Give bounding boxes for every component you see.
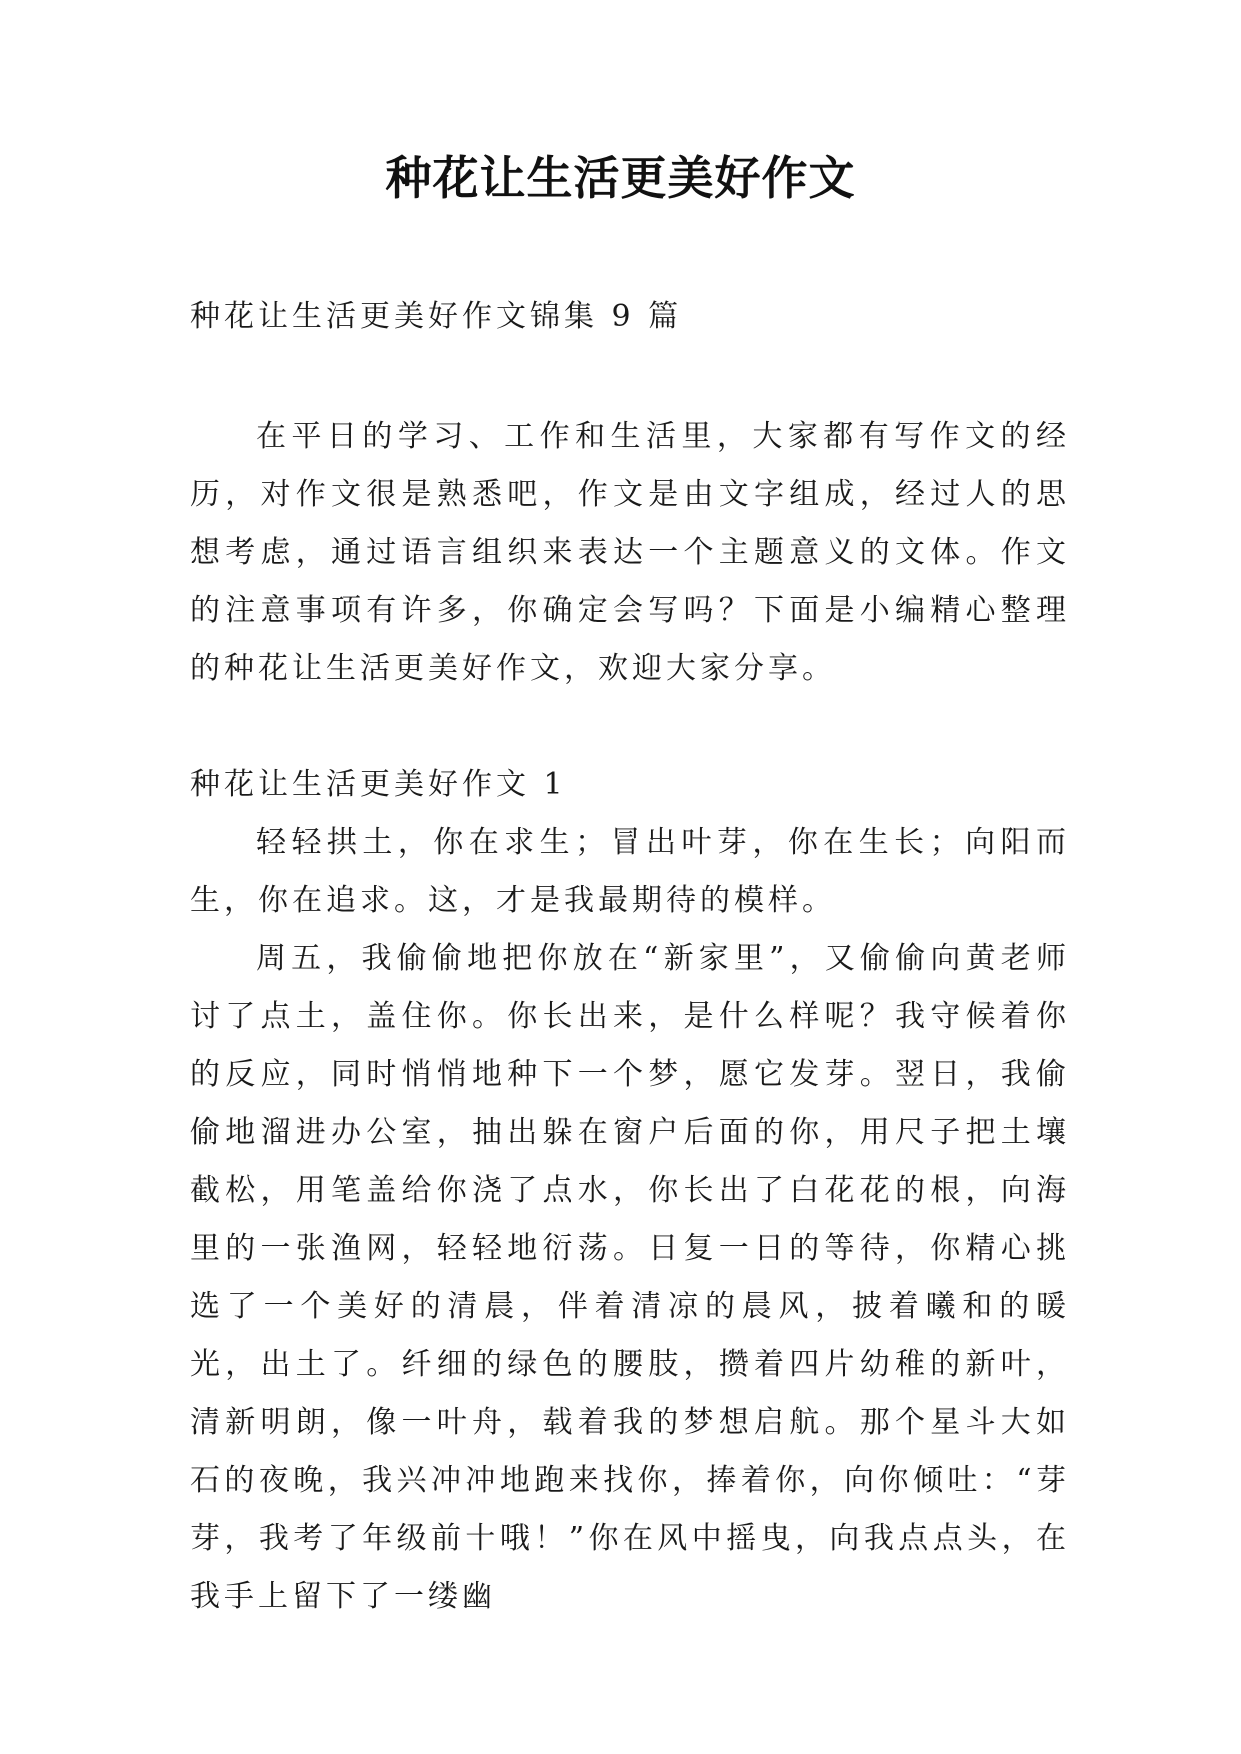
body-paragraph: 轻轻拱土，你在求生；冒出叶芽，你在生长；向阳而生，你在追求。这，才是我最期待的模样。: [190, 825, 1070, 918]
body-paragraph: 周五，我偷偷地把你放在“新家里”，又偷偷向黄老师讨了点土，盖住你。你长出来，是什么样呢？我守候着你的反应，同时悄悄地种下一个梦，愿它发芽。翌日，我偷偷地溜进办公室，抽出躲在窗户后面的你，用尺子把土壤截松，用笔盖给你浇了点水，你长出了白花花的根，向海里的一张渔网，轻轻地衍荡。日复一日的等待，你精心挑选了一个美好的清晨，伴着清凉的晨风，披着曦和的暖光，出土了。纤细的绿色的腰肢，攒着四片幼稚的新叶，清新明朗，像一叶舟，载着我的梦想启航。那个星斗大如石的夜晚，我兴冲冲地跑来找你，捧着你，向你倾吐：“芽芽，我考了年级前十哦！”你在风中摇曳，向我点点头，在我手上留下了一缕幽: [190, 941, 1070, 1614]
intro-paragraph: 在平日的学习、工作和生活里，大家都有写作文的经历，对作文很是熟悉吧，作文是由文字组成，经过人的思想考虑，通过语言组织来表达一个主题意义的文体。作文的注意事项有许多，你确定会写吗？下面是小编精心整理的种花让生活更美好作文，欢迎大家分享。: [190, 419, 1070, 686]
document-body: [190, 288, 1070, 1626]
section-heading: 种花让生活更美好作文 1: [190, 767, 567, 802]
document-subtitle: 种花让生活更美好作文锦集 9 篇: [190, 299, 683, 334]
document-title: 种花让生活更美好作文: [385, 151, 856, 205]
